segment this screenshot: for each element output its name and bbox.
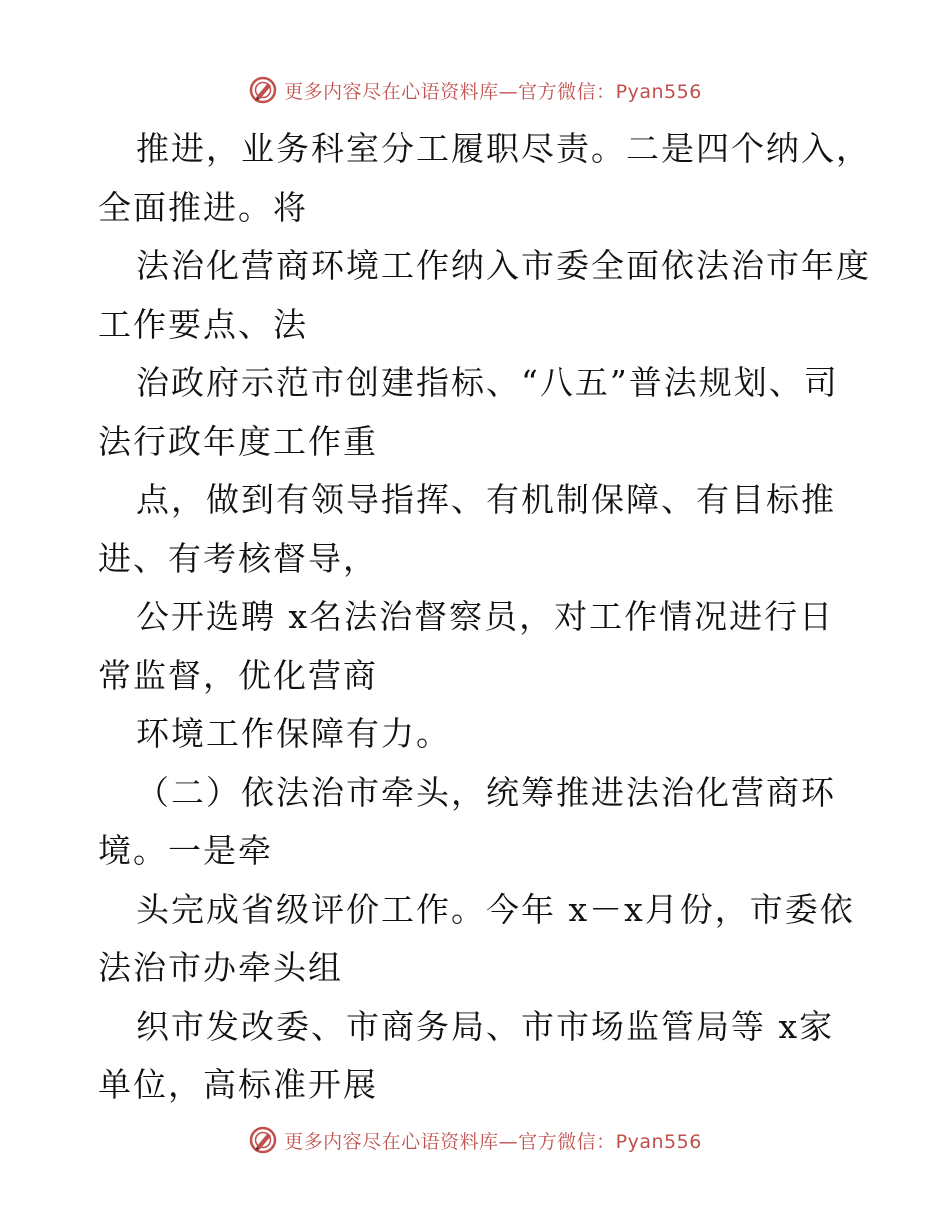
header-watermark (0, 73, 950, 107)
text-line: 推进，业务科室分工履职尽责。二是四个纳入， (136, 129, 871, 168)
document-body (98, 120, 871, 1115)
pen-seal-icon (248, 1125, 278, 1155)
watermark-text: 更多内容尽在心语资料库—官方微信：Pyan556 (284, 80, 702, 103)
watermark-text: 更多内容尽在心语资料库—官方微信：Pyan556 (284, 1130, 702, 1153)
footer-watermark (0, 1123, 950, 1157)
text-line: 常监督，优化营商 (98, 655, 378, 695)
text-line: 织市发改委、市商务局、市市场监管局等 x家 (136, 1006, 835, 1046)
text-line: 头完成省级评价工作。今年 x－x月份，市委依 (136, 889, 855, 929)
text-line: 工作要点、法 (98, 304, 308, 344)
text-line: 境。一是牵 (98, 831, 273, 870)
text-line: 公开选聘 x名法治督察员，对工作情况进行日 (136, 597, 835, 636)
text-line: 单位，高标准开展 (98, 1065, 378, 1104)
text-line: 法治化营商环境工作纳入市委全面依法治市年度 (136, 246, 871, 285)
text-line: （二）依法治市牵头，统筹推进法治化营商环 (136, 772, 836, 812)
text-line: 治政府示范市创建指标、“八五”普法规划、司 (136, 363, 839, 402)
text-line: 点，做到有领导指挥、有机制保障、有目标推 (136, 480, 836, 519)
text-line: 法行政年度工作重 (98, 421, 378, 461)
text-line: 环境工作保障有力。 (136, 714, 451, 753)
text-line: 全面推进。将 (98, 187, 308, 227)
text-line: 法治市办牵头组 (98, 948, 343, 987)
pen-seal-icon (248, 75, 278, 105)
text-line: 进、有考核督导， (98, 538, 378, 578)
